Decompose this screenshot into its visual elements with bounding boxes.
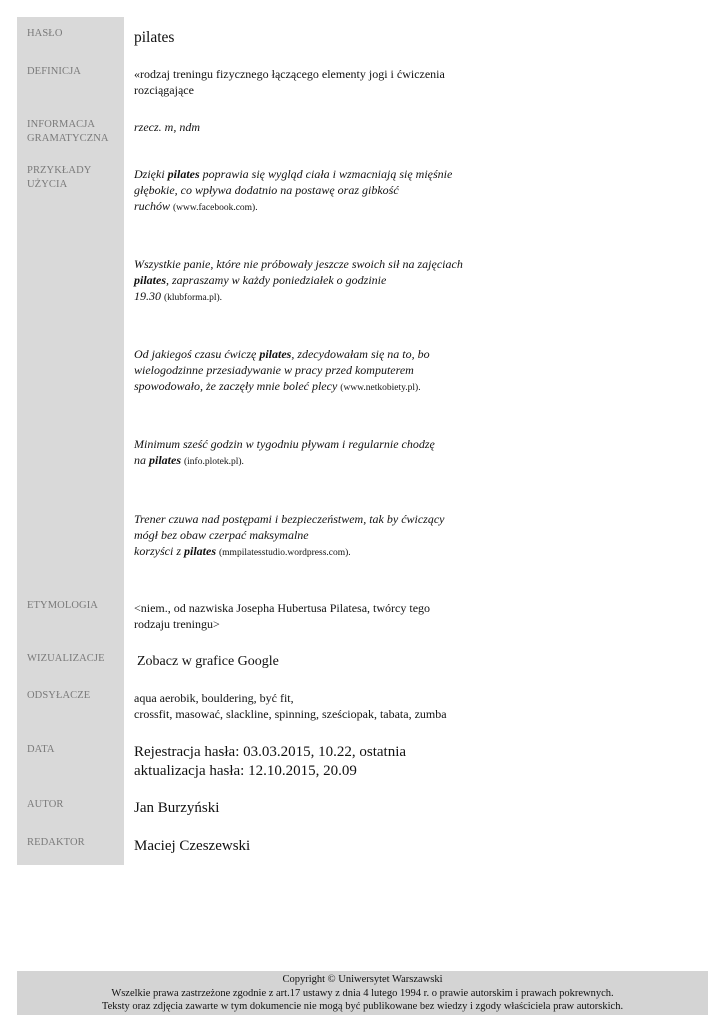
example-text: korzyści z xyxy=(134,544,184,558)
entry-dates xyxy=(134,743,454,781)
example-text: głębokie, co wpływa dodatnio na postawę oraz gibkość xyxy=(134,183,399,197)
example-end: . xyxy=(219,293,223,303)
example-text: 19.30 xyxy=(134,289,164,303)
label-definicja: DEFINICJA xyxy=(27,66,81,77)
label-przyklady-uzycia xyxy=(27,164,92,192)
example-keyword: pilates xyxy=(167,167,200,181)
example-text: wielogodzinne przesiadywanie w pracy przed komputerem xyxy=(134,363,414,377)
example-end: . xyxy=(241,457,244,467)
etymology xyxy=(134,600,464,632)
example-source: (mmpilatesstudio.wordpress.com) xyxy=(219,548,349,558)
label-wizualizacje: WIZUALIZACJE xyxy=(27,653,105,664)
example-keyword: pilates xyxy=(149,453,181,467)
label-informacja-line2: GRAMATYCZNA xyxy=(27,133,109,144)
copyright-footer xyxy=(17,971,708,1015)
example-text: Od jakiegoś czasu ćwiczę xyxy=(134,347,260,361)
etymology-line1: <niem., od nazwiska Josepha Hubertusa Pilatesa, twórcy tego xyxy=(134,601,431,615)
example-source: (info.plotek.pl) xyxy=(184,457,242,467)
definition xyxy=(134,66,464,98)
example-text: Dzięki xyxy=(134,167,168,181)
example-keyword: pilates xyxy=(134,273,166,287)
example-2 xyxy=(134,256,464,306)
example-4 xyxy=(134,436,464,470)
example-text: ruchów xyxy=(134,199,173,213)
example-source: (www.netkobiety.pl) xyxy=(340,383,419,393)
label-przyklady-line1: PRZYKŁADY xyxy=(27,165,92,176)
author-name: Jan Burzyński xyxy=(134,800,220,816)
entry-headword: pilates xyxy=(134,29,175,46)
example-text: spowodowało, że zaczęły mnie boleć plecy xyxy=(134,379,341,393)
cross-references xyxy=(134,690,494,722)
grammar-info: rzecz. m, ndm xyxy=(134,120,200,134)
footer-rights: Wszelkie prawa zastrzeżone zgodnie z art.17 ustawy z dnia 4 lutego 1994 r. o prawie autorskim i prawach pokrewnych. xyxy=(111,987,614,999)
google-images-link[interactable]: Zobacz w grafice Google xyxy=(137,654,279,669)
example-text: Trener czuwa nad postępami i bezpieczeństwem, tak by ćwiczący xyxy=(134,512,445,526)
label-informacja-gramatyczna xyxy=(27,118,109,146)
example-text: Wszystkie panie, które nie próbowały jeszcze swoich sił na zajęciach xyxy=(134,257,463,271)
label-redaktor: REDAKTOR xyxy=(27,837,85,848)
example-text: mógł bez obaw czerpać maksymalne xyxy=(134,528,309,542)
example-text: , zdecydowałam się na to, bo xyxy=(291,347,430,361)
example-end: . xyxy=(418,383,421,393)
label-etymologia: ETYMOLOGIA xyxy=(27,600,98,611)
example-source: (www.facebook.com) xyxy=(173,203,256,213)
footer-copyright: Copyright © Uniwersytet Warszawski xyxy=(282,974,443,985)
label-informacja-line1: INFORMACJA xyxy=(27,119,96,130)
example-end: . xyxy=(348,548,351,558)
example-5 xyxy=(134,511,464,561)
example-1 xyxy=(134,166,464,216)
example-3 xyxy=(134,346,464,396)
label-data: DATA xyxy=(27,744,55,755)
definition-line2: rozciągające xyxy=(134,83,194,97)
example-keyword: pilates xyxy=(184,544,216,558)
footer-notice: Teksty oraz zdjęcia zawarte w tym dokumencie nie mogą być publikowane bez wiedzy i zgody właściciela praw autorskich. xyxy=(101,1001,624,1012)
etymology-line2: rodzaju treningu> xyxy=(134,617,220,631)
example-end: . xyxy=(255,203,258,213)
label-haslo: HASŁO xyxy=(27,28,63,39)
cross-references-line2: crossfit, masować, slackline, spinning, sześciopak, tabata, zumba xyxy=(134,707,447,721)
example-source: (klubforma.pl) xyxy=(164,293,220,303)
example-text: Minimum sześć godzin w tygodniu pływam i regularnie chodzę xyxy=(134,437,435,451)
label-autor: AUTOR xyxy=(27,799,64,810)
cross-references-line1: aqua aerobik, bouldering, być fit, xyxy=(134,691,294,705)
dates-line2: aktualizacja hasła: 12.10.2015, 20.09 xyxy=(134,763,357,779)
example-keyword: pilates xyxy=(259,347,292,361)
example-text: na xyxy=(134,453,149,467)
label-odsylacze: ODSYŁACZE xyxy=(27,690,91,701)
example-text: poprawia się wygląd ciała i wzmacniają się mięśnie xyxy=(199,167,453,181)
dates-line1: Rejestracja hasła: 03.03.2015, 10.22, ostatnia xyxy=(134,744,407,760)
example-text: , zapraszamy w każdy poniedziałek o godzinie xyxy=(166,273,387,287)
label-przyklady-line2: UŻYCIA xyxy=(27,179,68,190)
definition-line1: «rodzaj treningu fizycznego łączącego elementy jogi i ćwiczenia xyxy=(134,67,445,81)
editor-name: Maciej Czeszewski xyxy=(134,838,251,854)
